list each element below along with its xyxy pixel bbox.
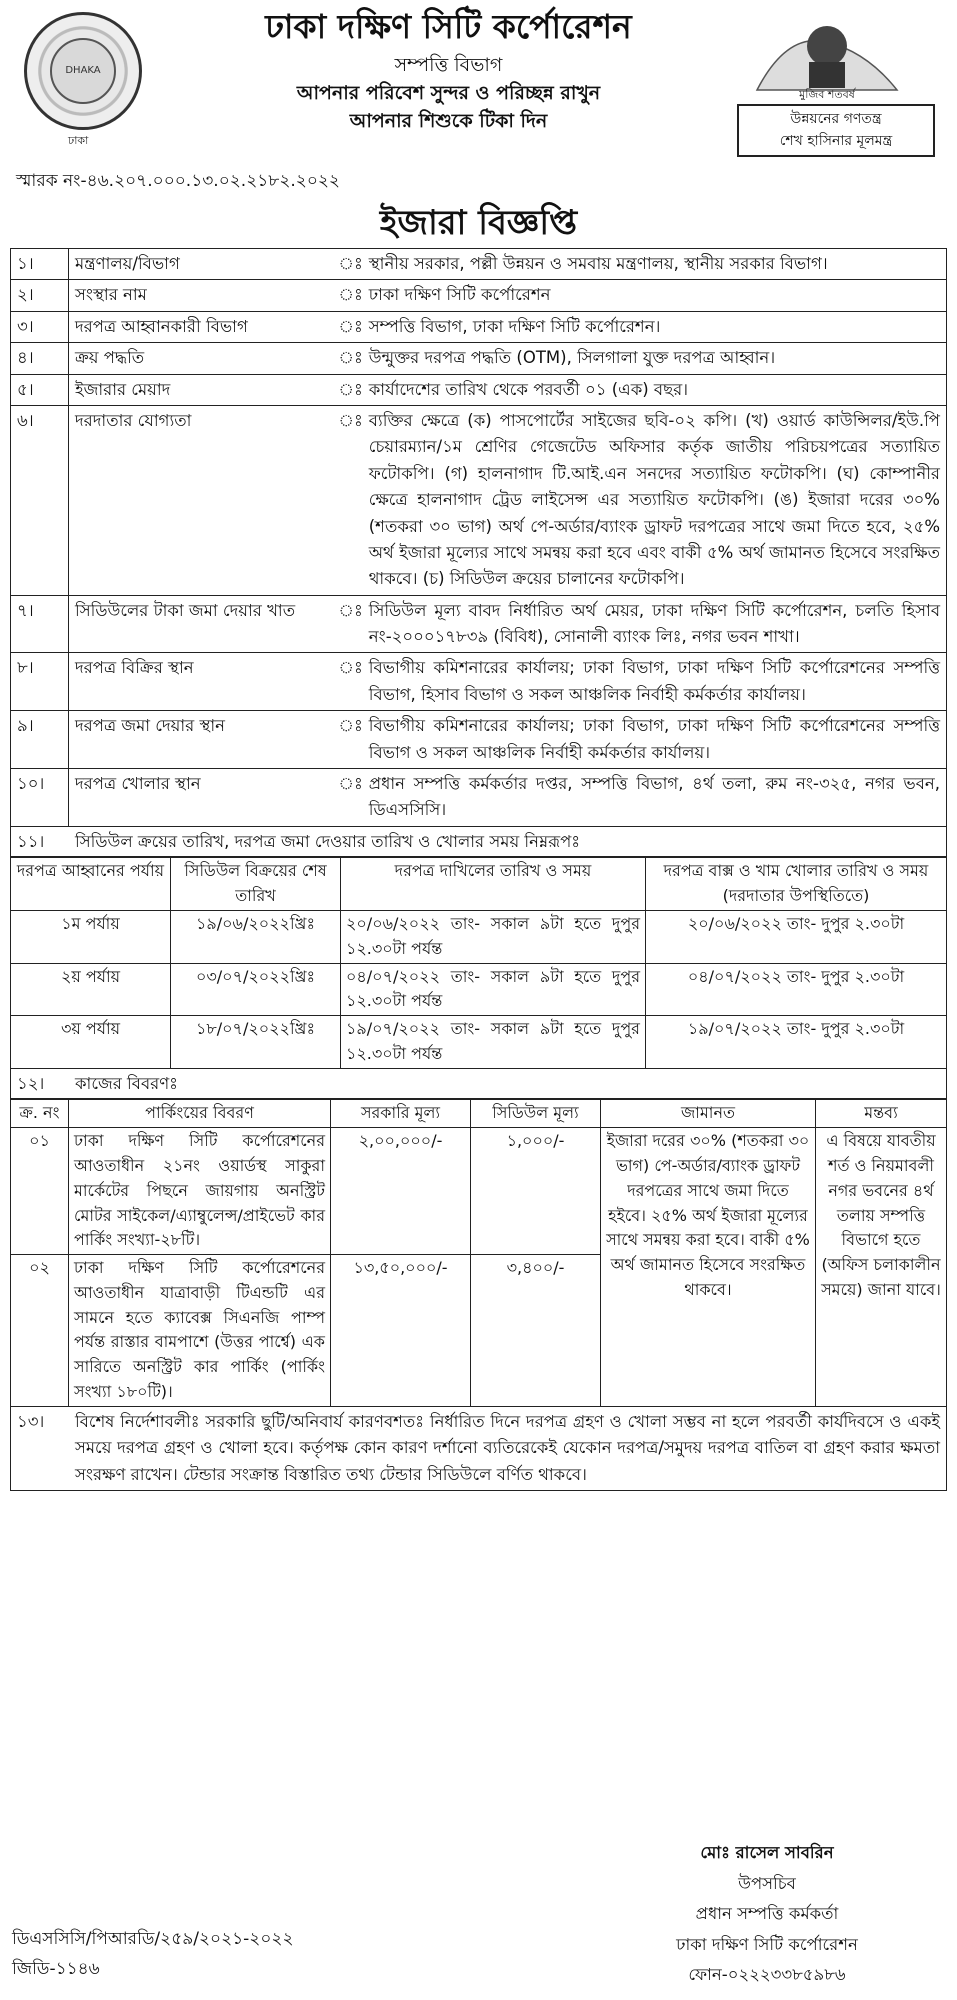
- signature-block: [637, 1838, 897, 1991]
- info-table: [10, 248, 947, 827]
- item-label: দরপত্র বিক্রির স্থান: [69, 653, 339, 711]
- item-value: প্রধান সম্পত্তি কর্মকর্তার দপ্তর, সম্পত্তি বিভাগ, ৪র্থ তলা, রুম নং-৩২৫, নগর ভবন, ডিএসসিসি।: [363, 769, 947, 827]
- work-description: ঢাকা দক্ষিণ সিটি কর্পোরেশনের আওতাধীন যাত্রাবাড়ী টিএন্ডটি এর সামনে হতে ক্যাবেক্স সিএনজি পাম্প পর্যন্ত রাস্তার বামপাশে (উত্তর পার্শ্বে) এক সারিতে অনস্ট্রিট কার পার্কিং (পার্কিং সংখ্যা ১৮০টি)।: [69, 1255, 331, 1407]
- schedule-submit: ০৪/০৭/২০২২ তাং- সকাল ৯টা হতে দুপুর ১২.৩০টা পর্যন্ত: [341, 963, 646, 1016]
- slogan-box-line2: শেখ হাসিনার মূলমন্ত্র: [779, 132, 893, 149]
- item-label: মন্ত্রণালয়/বিভাগ: [69, 249, 339, 280]
- work-column-header: ক্র. নং: [11, 1100, 69, 1128]
- info-row: [11, 711, 947, 769]
- item-separator: ঃ: [339, 595, 363, 653]
- schedule-open: ০৪/০৭/২০২২ তাং- দুপুর ২.৩০টা: [646, 963, 947, 1016]
- item-value: উন্মুক্তর দরপত্র পদ্ধতি (OTM), সিলগালা যুক্ত দরপত্র আহ্বান।: [363, 343, 947, 374]
- item-separator: ঃ: [339, 343, 363, 374]
- item-label: দরপত্র জমা দেয়ার স্থান: [69, 711, 339, 769]
- schedule-row: [11, 963, 947, 1016]
- item-label: সিডিউলের টাকা জমা দেয়ার খাত: [69, 595, 339, 653]
- signatory-title1: উপসচিব: [738, 1873, 796, 1893]
- info-row: [11, 280, 947, 311]
- work-column-header: পার্কিংয়ের বিবরণ: [69, 1100, 331, 1128]
- item-label: দরপত্র খোলার স্থান: [69, 769, 339, 827]
- work-schedule-price: ৩,৪০০/-: [471, 1255, 601, 1407]
- info-row: [11, 311, 947, 342]
- schedule-heading: [10, 827, 947, 858]
- item-label: দরপত্র আহ্বানকারী বিভাগ: [69, 311, 339, 342]
- info-row: [11, 653, 947, 711]
- item-number: ৮।: [11, 653, 69, 711]
- item-number: ২।: [11, 280, 69, 311]
- schedule-column-header: দরপত্র দাখিলের তারিখ ও সময়: [341, 858, 646, 911]
- item-value: সম্পত্তি বিভাগ, ঢাকা দক্ষিণ সিটি কর্পোরেশন।: [363, 311, 947, 342]
- special-instructions: [10, 1407, 947, 1491]
- work-security: ইজারা দরের ৩০% (শতকরা ৩০ ভাগ) পে-অর্ডার/ব্যাংক ড্রাফট দরপত্রের সাথে জমা দিতে হইবে। ২৫% অর্থ ইজারা মূল্যের সাথে সমন্বয় করা হবে। বাকী ৫% অর্থ জামানত হিসেবে সংরক্ষিত থাকবে।: [601, 1128, 816, 1407]
- schedule-row: [11, 1016, 947, 1069]
- info-row: [11, 343, 947, 374]
- work-column-header: জামানত: [601, 1100, 816, 1128]
- item-label: দরদাতার যোগ্যতা: [69, 405, 339, 595]
- special-num: ১৩।: [17, 1411, 45, 1431]
- item-separator: ঃ: [339, 249, 363, 280]
- work-heading: [10, 1069, 947, 1100]
- schedule-column-header: দরপত্র বাক্স ও খাম খোলার তারিখ ও সময় (দরদাতার উপস্থিতিতে): [646, 858, 947, 911]
- item-number: ৩।: [11, 311, 69, 342]
- header-center: [170, 6, 727, 135]
- signatory-name: মোঃ রাসেল সাবরিন: [700, 1843, 834, 1862]
- item-value: সিডিউল মূল্য বাবদ নির্ধারিত অর্থ মেয়র, ঢাকা দক্ষিণ সিটি কর্পোরেশন, চলতি হিসাব নং-২০০০১৭৮৩৯ (বিবিধ), সোনালী ব্যাংক লিঃ, নগর ভবন শাখা।: [363, 595, 947, 653]
- work-schedule-price: ১,০০০/-: [471, 1128, 601, 1255]
- schedule-open: ২০/০৬/২০২২ তাং- দুপুর ২.৩০টা: [646, 910, 947, 963]
- item-number: ১।: [11, 249, 69, 280]
- signatory-title2: প্রধান সম্পত্তি কর্মকর্তা: [695, 1904, 839, 1924]
- slogan-box: [737, 104, 935, 157]
- schedule-phase: ২য় পর্যায়: [11, 963, 171, 1016]
- item-separator: ঃ: [339, 653, 363, 711]
- mujib-borsho-logo: [747, 12, 907, 100]
- item-number: ১০।: [11, 769, 69, 827]
- schedule-column-header: দরপত্র আহ্বানের পর্যায়: [11, 858, 171, 911]
- item-number: ৬।: [11, 405, 69, 595]
- item-separator: ঃ: [339, 769, 363, 827]
- schedule-open: ১৯/০৭/২০২২ তাং- দুপুর ২.৩০টা: [646, 1016, 947, 1069]
- item-separator: ঃ: [339, 711, 363, 769]
- notice-header: [10, 0, 947, 168]
- signatory-org: ঢাকা দক্ষিণ সিটি কর্পোরেশন: [676, 1934, 858, 1954]
- item-separator: ঃ: [339, 311, 363, 342]
- memo-number: স্মারক নং-৪৬.২০৭.০০০.১৩.০২.২১৮২.২০২২: [16, 171, 340, 191]
- item-label: ইজারার মেয়াদ: [69, 374, 339, 405]
- work-table: [10, 1099, 947, 1407]
- schedule-submit: ১৯/০৭/২০২২ তাং- সকাল ৯টা হতে দুপুর ১২.৩০টা পর্যন্ত: [341, 1016, 646, 1069]
- schedule-phase: ১ম পর্যায়: [11, 910, 171, 963]
- schedule-column-header: সিডিউল বিক্রয়ের শেষ তারিখ: [171, 858, 341, 911]
- item-value: স্থানীয় সরকার, পল্লী উন্নয়ন ও সমবায় মন্ত্রণালয়, স্থানীয় সরকার বিভাগ।: [363, 249, 947, 280]
- notice-title: ইজারা বিজ্ঞপ্তি: [379, 203, 578, 243]
- work-heading-text: কাজের বিবরণঃ: [75, 1073, 178, 1093]
- work-govt-price: ২,০০,০০০/-: [331, 1128, 471, 1255]
- prd-reference: ডিএসসিসি/পিআরডি/২৫৯/২০২১-২০২২: [12, 1929, 294, 1949]
- signatory-phone: ফোন-০২২২৩৩৮৫৯৮৬: [688, 1965, 846, 1985]
- info-row: [11, 405, 947, 595]
- org-title: ঢাকা দক্ষিণ সিটি কর্পোরেশন: [265, 7, 632, 46]
- department-name: সম্পত্তি বিভাগ: [394, 53, 503, 76]
- schedule-table: [10, 857, 947, 1068]
- item-number: ৫।: [11, 374, 69, 405]
- seal-caption: ঢাকা: [68, 134, 89, 147]
- item-separator: ঃ: [339, 374, 363, 405]
- work-serial: ০১: [11, 1128, 69, 1255]
- item-value: ঢাকা দক্ষিণ সিটি কর্পোরেশন: [363, 280, 947, 311]
- slogan-vaccine: আপনার শিশুকে টিকা দিন: [349, 109, 548, 132]
- work-remarks: এ বিষয়ে যাবতীয় শর্ত ও নিয়মাবলী নগর ভবনের ৪র্থ তলায় সম্পত্তি বিভাগে হতে (অফিস চলাকালীন সময়ে) জানা যাবে।: [816, 1128, 947, 1407]
- item-separator: ঃ: [339, 405, 363, 595]
- schedule-phase: ৩য় পর্যায়: [11, 1016, 171, 1069]
- info-row: [11, 374, 947, 405]
- schedule-sale-end: ১৯/০৬/২০২২খ্রিঃ: [171, 910, 341, 963]
- info-row: [11, 595, 947, 653]
- item-separator: ঃ: [339, 280, 363, 311]
- item-number: ৯।: [11, 711, 69, 769]
- item-label: ক্রয় পদ্ধতি: [69, 343, 339, 374]
- item-number: ৪।: [11, 343, 69, 374]
- item-value: বিভাগীয় কমিশনারের কার্যালয়; ঢাকা বিভাগ, ঢাকা দক্ষিণ সিটি কর্পোরেশনের সম্পত্তি বিভাগ ও সকল আঞ্চলিক নির্বাহী কর্মকর্তার কার্যালয়।: [363, 711, 947, 769]
- item-value: বিভাগীয় কমিশনারের কার্যালয়; ঢাকা বিভাগ, ঢাকা দক্ষিণ সিটি কর্পোরেশনের সম্পত্তি বিভাগ, হিসাব বিভাগ ও সকল আঞ্চলিক নির্বাহী কর্মকর্তার কার্যালয়।: [363, 653, 947, 711]
- slogan-environment: আপনার পরিবেশ সুন্দর ও পরিচ্ছন্ন রাখুন: [296, 82, 601, 105]
- work-govt-price: ১৩,৫০,০০০/-: [331, 1255, 471, 1407]
- schedule-row: [11, 910, 947, 963]
- schedule-submit: ২০/০৬/২০২২ তাং- সকাল ৯টা হতে দুপুর ১২.৩০টা পর্যন্ত: [341, 910, 646, 963]
- schedule-sale-end: ০৩/০৭/২০২২খ্রিঃ: [171, 963, 341, 1016]
- seal-center: DHAKA: [50, 38, 116, 104]
- footer-reference: [12, 1925, 294, 1985]
- item-label: সংস্থার নাম: [69, 280, 339, 311]
- slogan-box-line1: উন্নয়নের গণতন্ত্র: [790, 111, 882, 127]
- info-row: [11, 249, 947, 280]
- schedule-num: ১১।: [17, 831, 45, 851]
- work-column-header: সিডিউল মূল্য: [471, 1100, 601, 1128]
- gd-number: জিডি-১১৪৬: [12, 1958, 100, 1979]
- item-value: কার্যাদেশের তারিখ থেকে পরবর্তী ০১ (এক) বছর।: [363, 374, 947, 405]
- logo-text: মুজিব শতবর্ষ: [799, 88, 855, 100]
- work-description: ঢাকা দক্ষিণ সিটি কর্পোরেশনের আওতাধীন ২১নং ওয়ার্ডস্থ সাকুরা মার্কেটের পিছনে জায়গায় অনস্ট্রিট মোটর সাইকেল/এ্যাম্বুলেন্স/প্রাইভেট কার পার্কিং সংখ্যা-২৮টি।: [69, 1128, 331, 1255]
- work-column-header: মন্তব্য: [816, 1100, 947, 1128]
- work-num: ১২।: [17, 1073, 45, 1093]
- schedule-heading-text: সিডিউল ক্রয়ের তারিখ, দরপত্র জমা দেওয়ার তারিখ ও খোলার সময় নিম্নরূপঃ: [75, 831, 581, 851]
- item-value: ব্যক্তির ক্ষেত্রে (ক) পাসপোর্টের সাইজের ছবি-০২ কপি। (খ) ওয়ার্ড কাউন্সিলর/ইউ.পি চেয়ারম্যান/১ম শ্রেণির গেজেটেড অফিসার কর্তৃক জাতীয় পরিচয়পত্রের সত্যায়িত ফটোকপি। (গ) হালনাগাদ টি.আই.এন সনদের সত্যায়িত ফটোকপি। (ঘ) কোম্পানীর ক্ষেত্রে হালনাগাদ ট্রেড লাইসেন্স এর সত্যায়িত ফটোকপি। (ঙ) ইজারা দরের ৩০% (শতকরা ৩০ ভাগ) অর্থ পে-অর্ডার/ব্যাংক ড্রাফট দরপত্রের সাথে জমা দিতে হবে, ২৫% অর্থ ইজারা মূল্যের সাথে সমন্বয় করা হবে এবং বাকী ৫% অর্থ জামানত হিসেবে সংরক্ষিত থাকবে। (চ) সিডিউল ক্রয়ের চালানের ফটোকপি।: [363, 405, 947, 595]
- item-number: ৭।: [11, 595, 69, 653]
- dscc-seal-logo: [24, 12, 142, 130]
- work-serial: ০২: [11, 1255, 69, 1407]
- work-row: [11, 1128, 947, 1255]
- special-text: বিশেষ নির্দেশাবলীঃ সরকারি ছুটি/অনিবার্য কারণবশতঃ নির্ধারিত দিনে দরপত্র গ্রহণ ও খোলা সম্ভব না হলে পরবর্তী কার্যদিবসে ও একই সময়ে দরপত্র গ্রহণ ও খোলা হবে। কর্তৃপক্ষ কোন কারণ দর্শানো ব্যতিরেকেই যেকোন দরপত্র/সমুদয় দরপত্র বাতিল বা গ্রহণ করার ক্ষমতা সংরক্ষণ রাখেন। টেন্ডার সংক্রান্ত বিস্তারিত তথ্য টেন্ডার সিডিউলে বর্ণিত থাকবে।: [75, 1411, 940, 1484]
- schedule-sale-end: ১৮/০৭/২০২২খ্রিঃ: [171, 1016, 341, 1069]
- work-column-header: সরকারি মূল্য: [331, 1100, 471, 1128]
- info-row: [11, 769, 947, 827]
